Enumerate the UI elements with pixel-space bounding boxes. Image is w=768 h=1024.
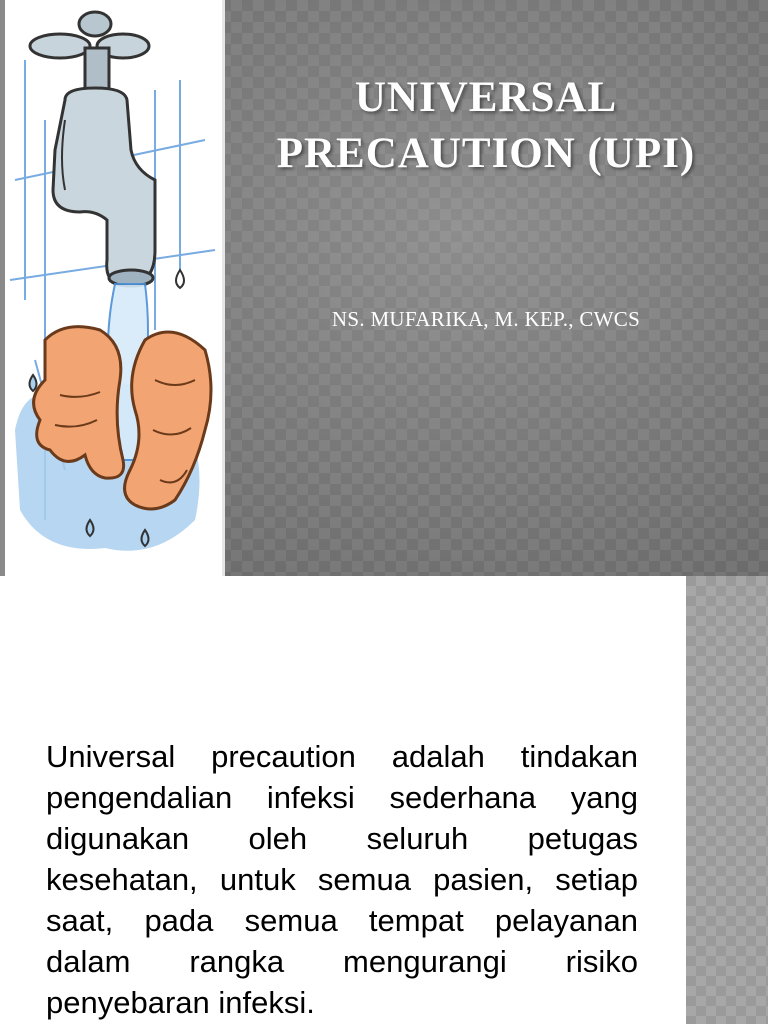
- panel-divider: [222, 0, 225, 576]
- definition-slide: [0, 576, 768, 1024]
- right-decorative-band: [686, 576, 768, 1024]
- definition-paragraph: Universal precaution adalah tindakan pengendalian infeksi sederhana yang digunakan oleh seluruh petugas kesehatan, untuk semua pasien, setiap saat, pada semua tempat pelayanan dalam rangka mengurangi risiko penyebaran infeksi.: [46, 739, 638, 1020]
- handwashing-faucet-icon: [5, 0, 222, 576]
- author-subtitle: NS. MUFARIKA, M. KEP., CWCS: [331, 307, 641, 331]
- slide-title: [236, 70, 736, 182]
- title-line-2: PRECAUTION (UPI): [276, 130, 696, 177]
- title-line-1: UNIVERSAL: [354, 74, 618, 121]
- handwashing-illustration: [5, 0, 222, 576]
